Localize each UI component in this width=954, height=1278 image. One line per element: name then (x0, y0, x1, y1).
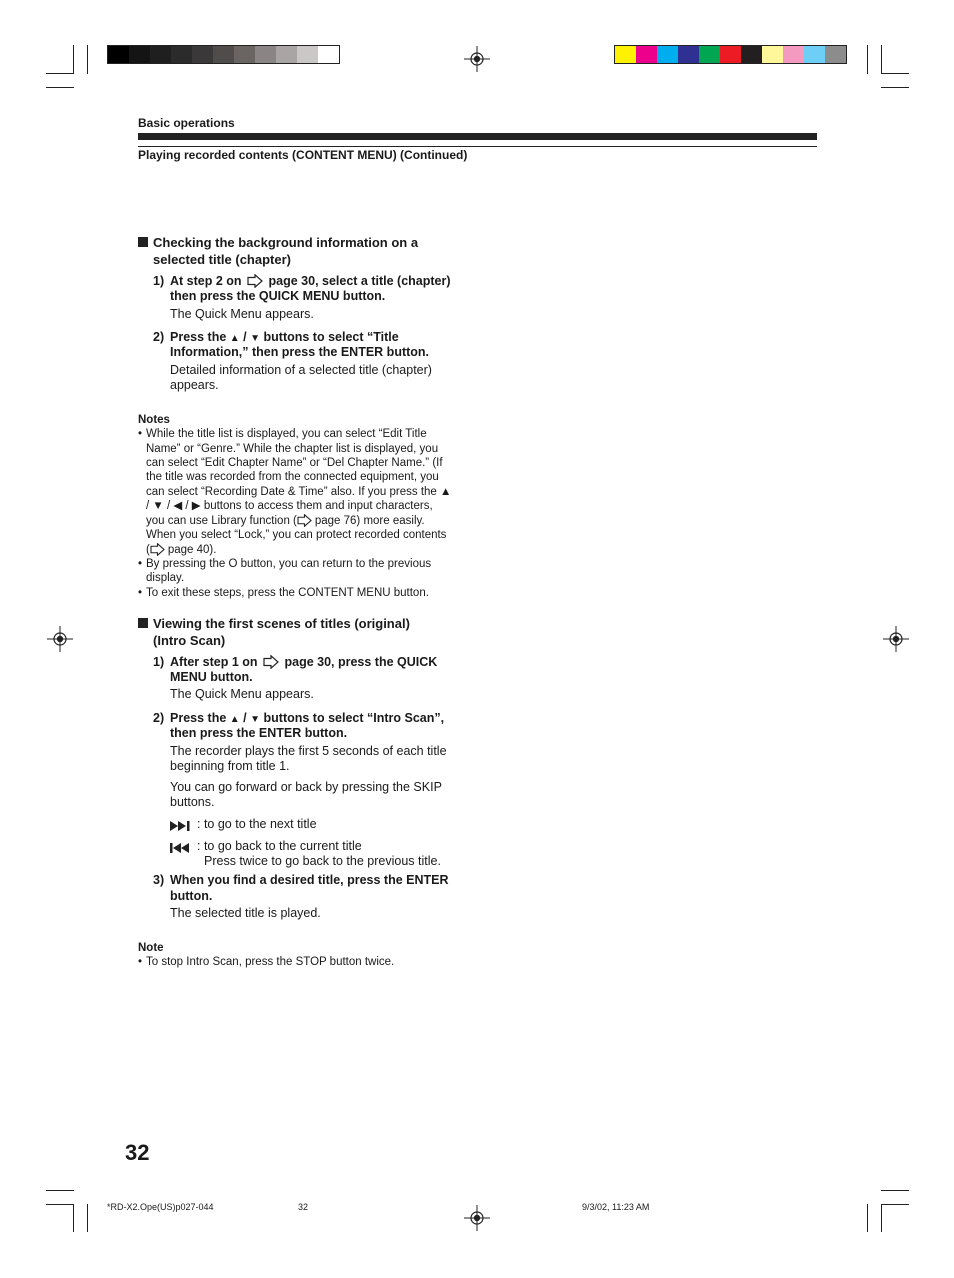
note-line: display. (146, 572, 185, 584)
calibration-swatch (255, 46, 276, 63)
crop-mark (73, 45, 74, 74)
step-body: You can go forward or back by pressing the SKIP (170, 780, 442, 794)
step-body: Detailed information of a selected title (chapter) (170, 363, 432, 377)
crop-mark (87, 45, 88, 74)
calibration-swatch (741, 46, 762, 63)
step-text: At step 2 on page 30, select a title (chapter) (170, 274, 451, 288)
note-line: Name” or “Genre.” While the chapter list is displayed, you (146, 443, 439, 455)
step-body: : to go to the next title (197, 817, 317, 831)
crop-mark (881, 1190, 909, 1191)
crop-mark (46, 1204, 74, 1205)
calibration-swatch (636, 46, 657, 63)
calibration-swatch (276, 46, 297, 63)
step-body: Press twice to go back to the previous title. (204, 854, 441, 868)
note-line: can select “Recording Date & Time” also. If you press the ▲ (146, 486, 452, 498)
calibration-swatch (297, 46, 318, 63)
note-line: To exit these steps, press the CONTENT MENU button. (146, 587, 429, 599)
calibration-swatch (657, 46, 678, 63)
page-reference-arrow-icon (150, 543, 165, 556)
skip-next-icon (170, 821, 192, 831)
section-heading: selected title (chapter) (153, 252, 291, 267)
calibration-swatch (171, 46, 192, 63)
crop-mark (881, 1204, 909, 1205)
step-text: Press the ▲ / ▼ buttons to select “Title (170, 330, 399, 344)
step-number: 1) (153, 274, 165, 288)
step-number: 1) (153, 655, 165, 669)
step-number: 2) (153, 711, 165, 725)
step-text: When you find a desired title, press the ENTER (170, 873, 449, 887)
step-body: The recorder plays the first 5 seconds of each title (170, 744, 447, 758)
header-thin-rule (138, 146, 817, 147)
note-line: / ▼ / ◀ / ▶ buttons to access them and input characters, (146, 500, 433, 512)
section-label: Basic operations (138, 116, 235, 130)
note-line: the title was recorded from the connected equipment, you (146, 471, 439, 483)
color-calibration-bar (614, 45, 847, 64)
step-body: The selected title is played. (170, 906, 321, 920)
calibration-swatch (129, 46, 150, 63)
step-text: Press the ▲ / ▼ buttons to select “Intro Scan”, (170, 711, 445, 725)
notes-heading: Note (138, 942, 164, 954)
down-arrow-icon: ▼ (250, 333, 261, 344)
registration-mark-icon (46, 625, 74, 653)
step-body: The Quick Menu appears. (170, 687, 314, 701)
note-line: While the title list is displayed, you can select “Edit Title (146, 428, 427, 440)
calibration-swatch (108, 46, 129, 63)
footer-page: 32 (298, 1202, 309, 1212)
note-line: When you select “Lock,” you can protect recorded contents (146, 529, 447, 541)
registration-mark-icon (463, 1204, 491, 1232)
crop-mark (867, 45, 868, 74)
footer-filename: *RD-X2.Ope(US)p027-044 (107, 1202, 214, 1212)
crop-mark (881, 73, 909, 74)
note-line: you can use Library function ( page 76) more easily. (146, 515, 425, 527)
step-text: MENU button. (170, 670, 253, 684)
calibration-swatch (150, 46, 171, 63)
section-bullet-square (138, 237, 148, 247)
page-number: 32 (125, 1140, 150, 1165)
calibration-swatch (234, 46, 255, 63)
step-text: then press the QUICK MENU button. (170, 289, 386, 303)
calibration-swatch (699, 46, 720, 63)
note-line: ( page 40). (146, 544, 217, 556)
calibration-swatch (318, 46, 339, 63)
step-body: beginning from title 1. (170, 759, 290, 773)
section-bullet-square (138, 618, 148, 628)
crop-mark (881, 1204, 882, 1232)
calibration-swatch (720, 46, 741, 63)
step-body: appears. (170, 378, 219, 392)
page-subtitle: Playing recorded contents (CONTENT MENU) (Continued) (138, 148, 468, 162)
bullet: • (138, 587, 143, 599)
down-arrow-icon: ▼ (250, 714, 261, 725)
crop-mark (87, 1204, 88, 1232)
step-text: Information,” then press the ENTER button. (170, 345, 430, 359)
registration-mark-icon (882, 625, 910, 653)
calibration-swatch (762, 46, 783, 63)
calibration-swatch (825, 46, 846, 63)
calibration-swatch (213, 46, 234, 63)
notes-heading: Notes (138, 414, 170, 426)
calibration-swatch (615, 46, 636, 63)
step-text: then press the ENTER button. (170, 726, 348, 740)
note-line: To stop Intro Scan, press the STOP button twice. (146, 956, 395, 968)
step-body: : to go back to the current title (197, 839, 362, 853)
header-rule (138, 133, 817, 140)
calibration-swatch (678, 46, 699, 63)
bullet: • (138, 956, 143, 968)
step-number: 3) (153, 873, 165, 887)
calibration-swatch (192, 46, 213, 63)
step-body: The Quick Menu appears. (170, 307, 314, 321)
calibration-swatch (804, 46, 825, 63)
bullet: • (138, 558, 143, 570)
note-line: can select “Edit Chapter Name” or “Del Chapter Name.” (If (146, 457, 443, 469)
grayscale-calibration-bar (107, 45, 340, 64)
up-arrow-icon: ▲ (229, 714, 240, 725)
crop-mark (867, 1204, 868, 1232)
step-number: 2) (153, 330, 165, 344)
registration-mark-icon (463, 45, 491, 73)
note-line: By pressing the O button, you can return to the previous (146, 558, 432, 570)
calibration-swatch (783, 46, 804, 63)
step-text: After step 1 on page 30, press the QUICK (170, 655, 438, 669)
crop-mark (73, 1204, 74, 1232)
crop-mark (46, 87, 74, 88)
page-reference-arrow-icon (297, 514, 312, 527)
crop-mark (881, 45, 882, 74)
up-arrow-icon: ▲ (229, 333, 240, 344)
section-heading: (Intro Scan) (153, 633, 226, 648)
section-heading: Checking the background information on a (153, 235, 419, 250)
crop-mark (46, 73, 74, 74)
crop-mark (881, 87, 909, 88)
footer-date: 9/3/02, 11:23 AM (582, 1202, 650, 1212)
page-reference-arrow-icon (263, 655, 279, 669)
skip-back-icon (170, 843, 192, 853)
step-body: buttons. (170, 795, 215, 809)
page-reference-arrow-icon (247, 274, 263, 288)
section-heading: Viewing the first scenes of titles (original) (153, 616, 410, 631)
step-text: button. (170, 889, 213, 903)
bullet: • (138, 428, 143, 440)
crop-mark (46, 1190, 74, 1191)
